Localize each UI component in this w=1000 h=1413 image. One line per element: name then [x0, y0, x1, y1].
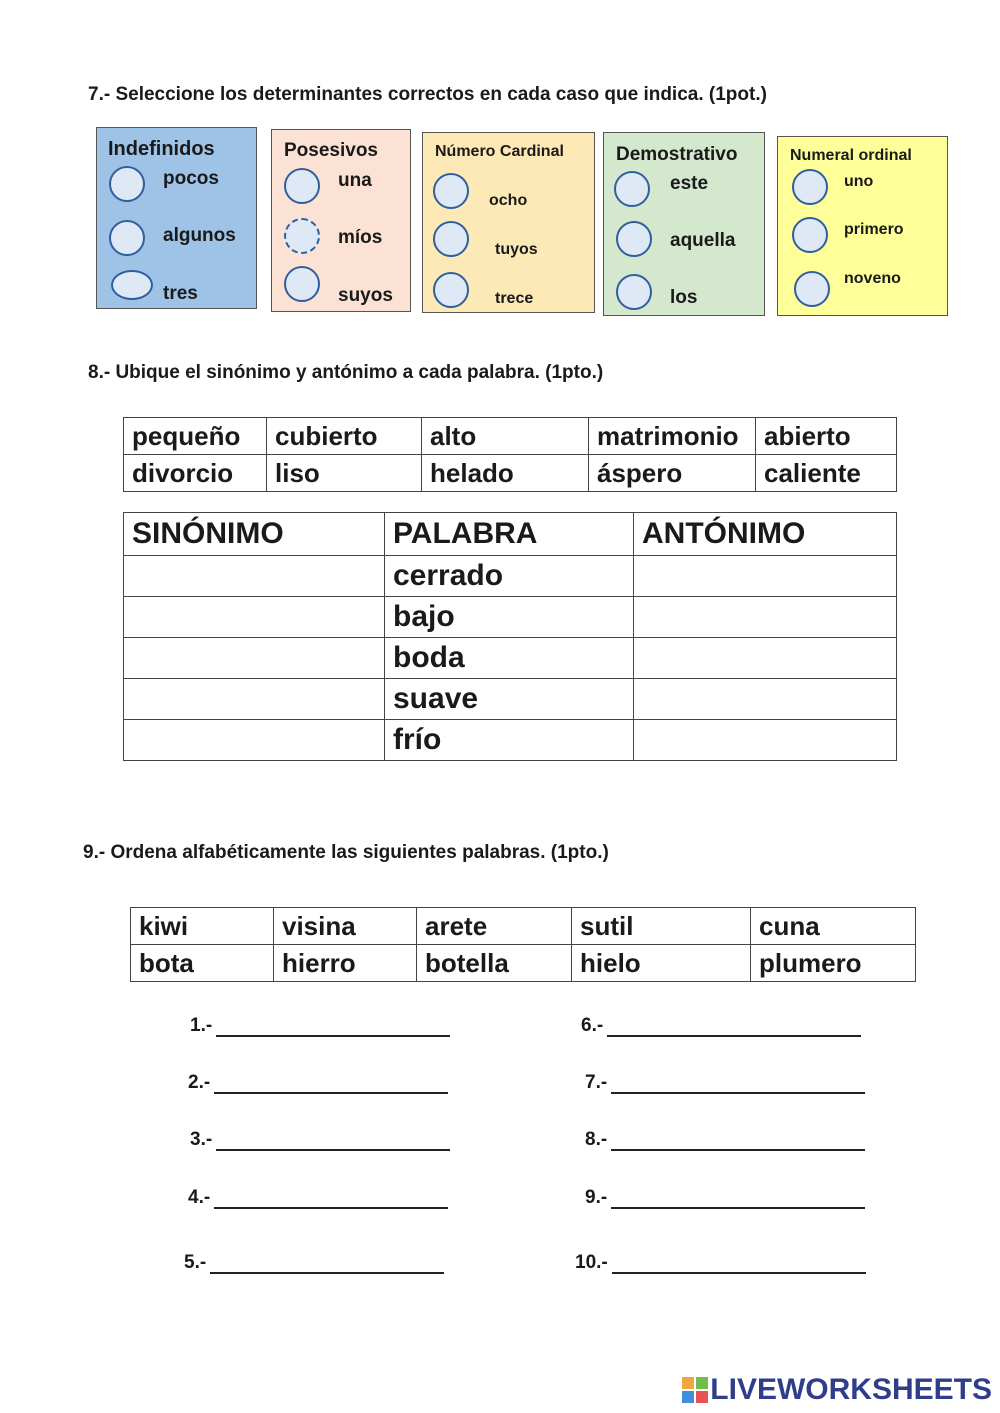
- answer-number: 6.-: [581, 1015, 604, 1036]
- word-cell: abierto: [756, 418, 897, 455]
- answer-4: [188, 1187, 448, 1209]
- box-title: Posesivos: [284, 140, 378, 161]
- word-cell: liso: [267, 455, 422, 492]
- column-header: PALABRA: [385, 513, 634, 556]
- word-cell: bajo: [385, 597, 634, 638]
- answer-input[interactable]: [611, 1131, 865, 1151]
- word-cell: sutil: [572, 908, 751, 945]
- question-7-title: 7.- Seleccione los determinantes correctos en cada caso que indica. (1pot.): [88, 84, 767, 105]
- word-cell: arete: [417, 908, 572, 945]
- synonym-input[interactable]: [124, 679, 385, 720]
- option-label: algunos: [163, 225, 236, 246]
- table-row: [124, 418, 897, 455]
- word-cell: alto: [422, 418, 589, 455]
- column-header: SINÓNIMO: [124, 513, 385, 556]
- answer-1: [190, 1015, 450, 1037]
- word-cell: boda: [385, 638, 634, 679]
- answer-input[interactable]: [216, 1131, 450, 1151]
- radio-noveno[interactable]: [794, 271, 830, 307]
- answer-9: [585, 1187, 865, 1209]
- option-label: este: [670, 173, 709, 194]
- word-cell: bota: [131, 945, 274, 982]
- answer-3: [190, 1129, 450, 1151]
- synonym-antonym-table: [123, 512, 897, 761]
- answer-number: 2.-: [188, 1072, 211, 1093]
- option-label: suyos: [338, 285, 393, 306]
- antonym-input[interactable]: [634, 679, 897, 720]
- synonym-input[interactable]: [124, 556, 385, 597]
- answer-input[interactable]: [611, 1189, 865, 1209]
- logo-text: LIVEWORKSHEETS: [710, 1373, 992, 1406]
- option-label: ocho: [489, 192, 528, 209]
- table-row: [124, 638, 897, 679]
- answer-number: 3.-: [190, 1129, 213, 1150]
- table-row: [131, 908, 916, 945]
- table-row: [131, 945, 916, 982]
- radio-trece[interactable]: [433, 272, 469, 308]
- option-label: aquella: [670, 230, 736, 251]
- word-bank-table-9: [130, 907, 916, 982]
- word-cell: cerrado: [385, 556, 634, 597]
- option-label: pocos: [163, 168, 219, 189]
- radio-tuyos[interactable]: [433, 221, 469, 257]
- radio-uno[interactable]: [792, 169, 828, 205]
- box-posesivos: [271, 129, 411, 312]
- radio-algunos[interactable]: [109, 220, 145, 256]
- option-label: míos: [338, 227, 383, 248]
- answer-8: [585, 1129, 865, 1151]
- question-8-title: 8.- Ubique el sinónimo y antónimo a cada palabra. (1pto.): [88, 362, 604, 383]
- answer-input[interactable]: [612, 1254, 866, 1274]
- word-cell: cubierto: [267, 418, 422, 455]
- answer-number: 10.-: [575, 1252, 608, 1273]
- answer-2: [188, 1072, 448, 1094]
- antonym-input[interactable]: [634, 720, 897, 761]
- answer-number: 8.-: [585, 1129, 608, 1150]
- box-numeral-ordinal: [777, 136, 948, 316]
- radio-ocho[interactable]: [433, 173, 469, 209]
- word-cell: visina: [274, 908, 417, 945]
- option-label: los: [670, 287, 698, 308]
- answer-number: 5.-: [184, 1252, 207, 1273]
- word-cell: áspero: [589, 455, 756, 492]
- word-cell: helado: [422, 455, 589, 492]
- word-cell: plumero: [751, 945, 916, 982]
- box-title: Demostrativo: [616, 144, 738, 165]
- radio-primero[interactable]: [792, 217, 828, 253]
- radio-los[interactable]: [616, 274, 652, 310]
- word-cell: cuna: [751, 908, 916, 945]
- option-label: tres: [163, 283, 198, 304]
- radio-tres[interactable]: [111, 270, 153, 300]
- word-cell: divorcio: [124, 455, 267, 492]
- box-title: Numeral ordinal: [790, 147, 912, 164]
- answer-input[interactable]: [214, 1074, 448, 1094]
- word-cell: botella: [417, 945, 572, 982]
- option-label: primero: [844, 221, 904, 238]
- table-row: [124, 720, 897, 761]
- column-header: ANTÓNIMO: [634, 513, 897, 556]
- answer-number: 9.-: [585, 1187, 608, 1208]
- option-label: tuyos: [495, 241, 538, 258]
- table-header-row: [124, 513, 897, 556]
- answer-10: [575, 1252, 866, 1274]
- synonym-input[interactable]: [124, 720, 385, 761]
- liveworksheets-logo: [682, 1373, 992, 1407]
- table-row: [124, 556, 897, 597]
- word-cell: caliente: [756, 455, 897, 492]
- antonym-input[interactable]: [634, 556, 897, 597]
- answer-input[interactable]: [210, 1254, 444, 1274]
- logo-icon: [682, 1377, 708, 1403]
- word-bank-table-8: [123, 417, 897, 492]
- answer-7: [585, 1072, 865, 1094]
- box-numero-cardinal: [422, 132, 595, 313]
- option-label: una: [338, 170, 372, 191]
- answer-input[interactable]: [607, 1017, 861, 1037]
- word-cell: pequeño: [124, 418, 267, 455]
- word-cell: suave: [385, 679, 634, 720]
- answer-input[interactable]: [216, 1017, 450, 1037]
- radio-suyos[interactable]: [284, 266, 320, 302]
- box-indefinidos: [96, 127, 257, 309]
- box-demostrativo: [603, 132, 765, 316]
- radio-este[interactable]: [614, 171, 650, 207]
- radio-aquella[interactable]: [616, 221, 652, 257]
- answer-number: 1.-: [190, 1015, 213, 1036]
- answer-number: 4.-: [188, 1187, 211, 1208]
- radio-mios[interactable]: [284, 218, 320, 254]
- option-label: trece: [495, 290, 534, 307]
- radio-pocos[interactable]: [109, 166, 145, 202]
- word-cell: hierro: [274, 945, 417, 982]
- answer-input[interactable]: [214, 1189, 448, 1209]
- answer-5: [184, 1252, 444, 1274]
- answer-6: [581, 1015, 861, 1037]
- table-row: [124, 679, 897, 720]
- antonym-input[interactable]: [634, 597, 897, 638]
- option-label: noveno: [844, 270, 901, 287]
- answer-input[interactable]: [611, 1074, 865, 1094]
- word-cell: hielo: [572, 945, 751, 982]
- antonym-input[interactable]: [634, 638, 897, 679]
- synonym-input[interactable]: [124, 597, 385, 638]
- radio-una[interactable]: [284, 168, 320, 204]
- synonym-input[interactable]: [124, 638, 385, 679]
- table-row: [124, 597, 897, 638]
- box-title: Indefinidos: [108, 138, 215, 160]
- answer-number: 7.-: [585, 1072, 608, 1093]
- word-cell: frío: [385, 720, 634, 761]
- table-row: [124, 455, 897, 492]
- option-label: uno: [844, 173, 874, 190]
- word-cell: matrimonio: [589, 418, 756, 455]
- word-cell: kiwi: [131, 908, 274, 945]
- box-title: Número Cardinal: [435, 143, 564, 160]
- question-9-title: 9.- Ordena alfabéticamente las siguientes palabras. (1pto.): [83, 842, 609, 863]
